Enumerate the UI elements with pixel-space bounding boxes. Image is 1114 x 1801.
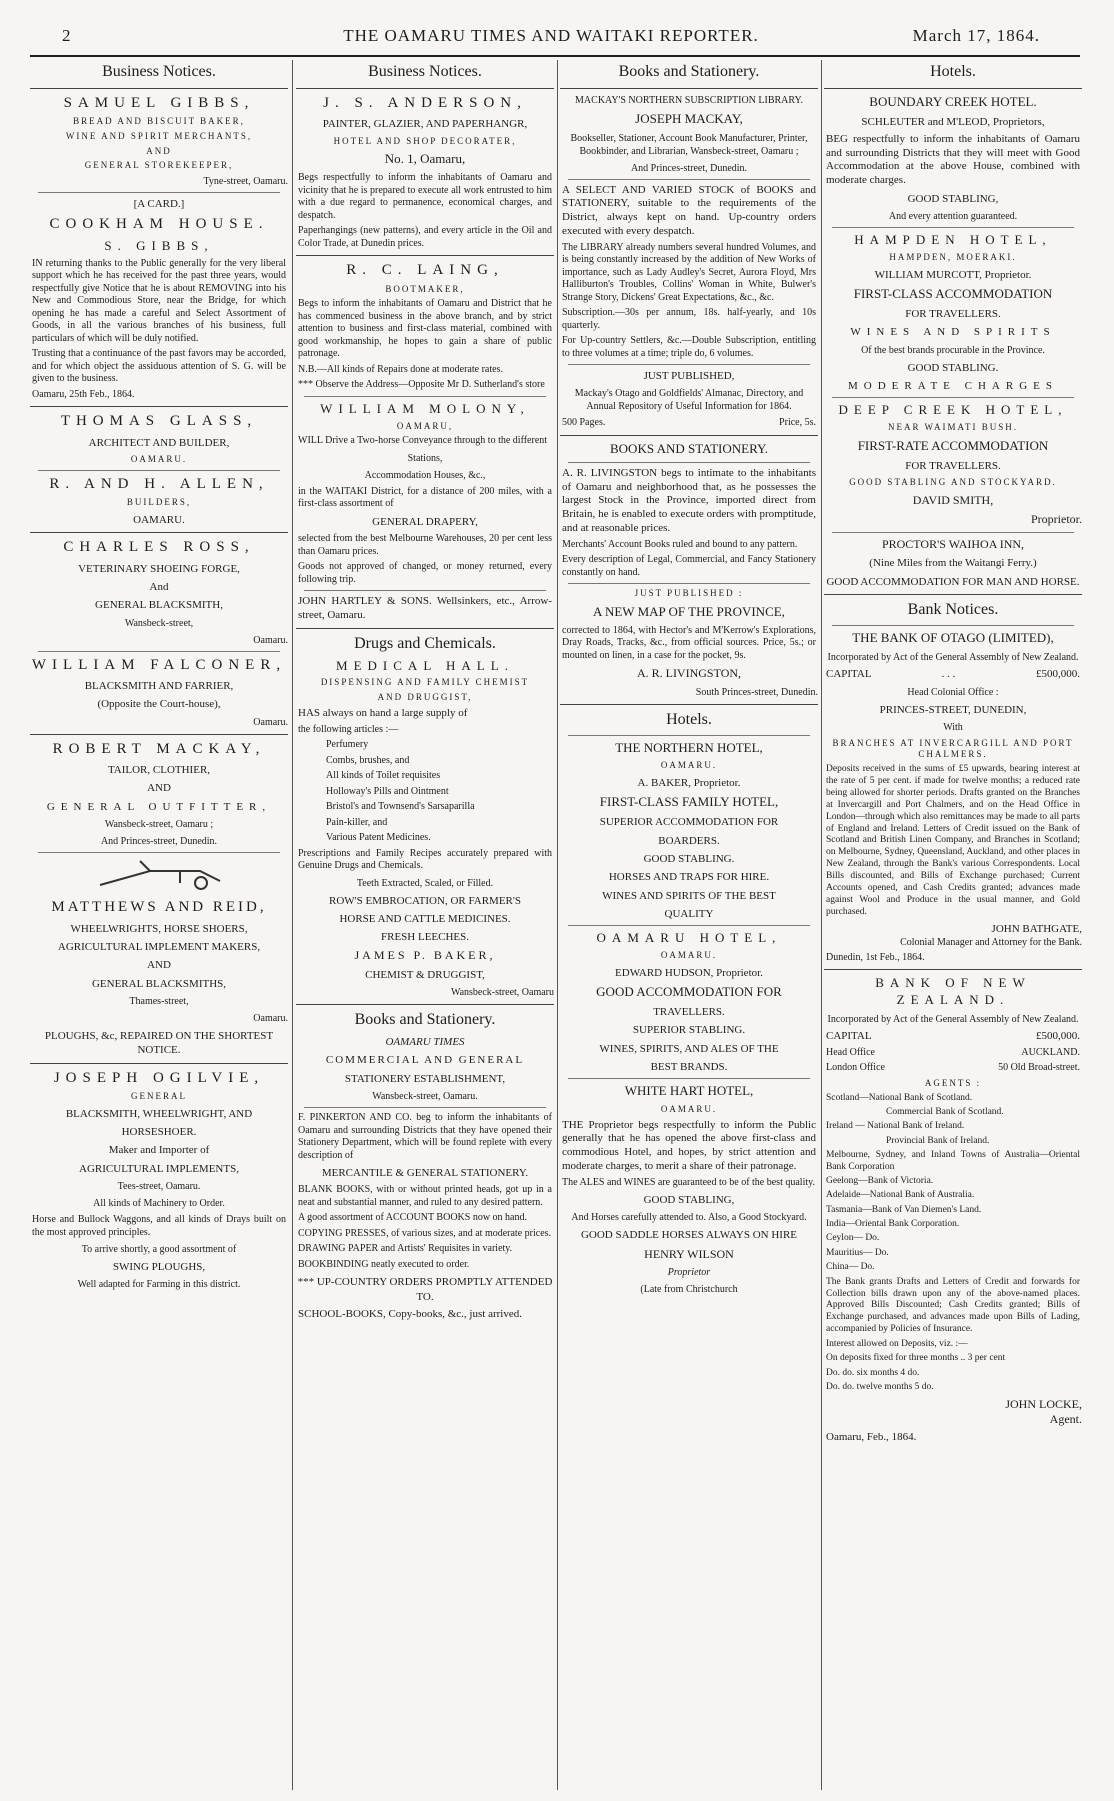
ad-northern-hotel: THE NORTHERN HOTEL, OAMARU. A. BAKER, Proprietor. FIRST-CLASS FAMILY HOTEL, SUPERIOR ACCOMMODATION FOR BOARDERS. GOOD STABLING. HORSES AND TRAPS FOR HIRE. WINES AND SPIRITS OF THE BEST QUALITY	[599, 739, 779, 920]
ad-william-falconer: WILLIAM FALCONER, BLACKSMITH AND FARRIER, (Opposite the Court-house), Oamaru.	[31, 656, 288, 728]
ad-allen-builders: R. AND H. ALLEN, BUILDERS, OAMARU.	[49, 475, 269, 526]
masthead	[62, 26, 1040, 50]
ad-livingston: A. R. LIVINGSTON begs to intimate to the inhabitants of Oamaru and neighborhood that, as he possesses the largest Stock in the Province, imported direct from Britain, he is enabled to execute orders with promptitude, and at reasonable prices.	[562, 466, 816, 534]
section-heading: Drugs and Chemicals.	[354, 634, 496, 652]
column-divider	[821, 60, 822, 1790]
column-2	[296, 60, 554, 1795]
page-number: 2	[62, 26, 71, 45]
section-heading: Hotels.	[666, 710, 712, 728]
ad-boundary-creek-hotel: BOUNDARY CREEK HOTEL. SCHLEUTER and M'LEOD, Proprietors, BEG respectfully to inform the inhabitants of Oamaru and surrounding Districts that they will meet with Good Accommodation at the above House, combined with moderate charges. GOOD STABLING, And every attention guaranteed.	[826, 93, 1080, 223]
ad-select-stock: A SELECT AND VARIED STOCK of BOOKS and STATIONERY, suitable to the requirements of the District, always kept on hand. Up-country orders executed with every despatch.	[562, 183, 816, 237]
top-rule	[30, 55, 1080, 57]
column-1	[30, 60, 288, 1795]
column-4	[824, 60, 1082, 1795]
ad-thomas-glass: THOMAS GLASS, ARCHITECT AND BUILDER, OAMARU.	[60, 413, 258, 465]
ad-pinkerton: F. PINKERTON AND CO. beg to inform the inhabitants of Oamaru and surrounding Districts that they have opened their Stationery Department, which will be found replete with every description of MERCANTILE & GENERAL STATIONERY. BLANK BOOKS, with or without printed heads, got up in a neat and substantial manner, and ruled to any desired pattern. A good assortment of ACCOUNT BOOKS now on hand. COPYING PRESSES, of various sizes, and at moderate prices. DRAWING PAPER and Artists' Requisites in variety. BOOKBINDING neatly executed to order. *** UP-COUNTRY ORDERS PROMPTLY ATTENDED TO. SCHOOL-BOOKS, Copy-books, &c., just arrived.	[297, 1112, 553, 1320]
ad-mackay-library: MACKAY'S NORTHERN SUBSCRIPTION LIBRARY. JOSEPH MACKAY, Bookseller, Stationer, Account Book Manufacturer, Printer, Bookbinder, and Librarian, Wansbeck-street, Oamaru ; And Princes-street, Dunedin.	[570, 94, 808, 174]
column-divider	[557, 60, 558, 1790]
ad-white-hart-hotel: WHITE HART HOTEL, OAMARU. THE Proprietor begs respectfully to inform the Public generally that he has opened the above first-class and commodious Hotel, and hopes, by strict attention and moderate charges, to merit a share of their patronage. The ALES and WINES are guaranteed to be of the best quality. GOOD STABLING, And Horses carefully attended to. Also, a Good Stockyard. GOOD SADDLE HORSES ALWAYS ON HIRE HENRY WILSON Proprietor (Late from Christchurch	[562, 1083, 816, 1296]
ad-cookham-house: [A CARD.] COOKHAM HOUSE. S. GIBBS, IN returning thanks to the Public generally for the very liberal support which he has received for the past three years, would respectfully give Notice that he is about REMOVING into his New and Commodious Store, near the Bridge, for which opening he has made a careful and Select Assortment of Goods, in all the various branches of his business, full particulars of which will be duly notified. Trusting that a continuance of the past favors may be accorded, and for which object the assiduous attention of S. G. will be given to the business. Oamaru, 25th Feb., 1864.	[32, 198, 286, 400]
ad-matthews-reid: MATTHEWS AND REID, WHEELWRIGHTS, HORSE SHOERS, AGRICULTURAL IMPLEMENT MAKERS, AND GENERAL BLACKSMITHS, Thames-street, Oamaru. PLOUGHS, &c, REPAIRED ON THE SHORTEST NOTICE.	[44, 899, 288, 1057]
ad-new-map: JUST PUBLISHED : A NEW MAP OF THE PROVINCE, corrected to 1864, with Hector's and M'Kerrow's Explorations, Dray Roads, Tracks, &c., from official sources. Price, 5s.; or mounted on linen, in a case for the pocket, 9s. A. R. LIVINGSTON, South Princes-street, Dunedin.	[562, 588, 818, 698]
ad-proctors-inn: PROCTOR'S WAIHOA INN, (Nine Miles from the Waitangi Ferry.) GOOD ACCOMMODATION FOR MAN AND HORSE.	[826, 536, 1080, 588]
section-heading: Books and Stationery.	[618, 63, 760, 80]
section-heading: Hotels.	[930, 63, 976, 80]
ad-just-published: JUST PUBLISHED, Mackay's Otago and Goldfields' Almanac, Directory, and Annual Repository of Useful Information for 1864. 500 Pages. Price, 5s.	[562, 370, 816, 429]
ad-anderson: J. S. ANDERSON, PAINTER, GLAZIER, AND PAPERHANGR, HOTEL AND SHOP DECORATER, No. 1, Oamaru, Begs respectfully to inform the inhabitants of Oamaru and vicinity that he is prepared to execute all work entrusted to him with a due regard to permanence, economical charges, and despatch. Paperhangings (new patterns), and every article in the Oil and Color Trade, at Dunedin prices.	[298, 94, 552, 249]
ad-oamaru-hotel: OAMARU HOTEL, OAMARU. EDWARD HUDSON, Proprietor. GOOD ACCOMMODATION FOR TRAVELLERS. SUPERIOR STABLING. WINES, SPIRITS, AND ALES OF THE BEST BRANDS.	[596, 930, 782, 1073]
ad-deep-creek-hotel: DEEP CREEK HOTEL, NEAR WAIMATI BUSH. FIRST-RATE ACCOMMODATION FOR TRAVELLERS. GOOD STABLING AND STOCKYARD. DAVID SMITH, Proprietor.	[838, 402, 1082, 527]
section-heading: Books and Stationery.	[354, 1011, 496, 1029]
column-3: Books and Stationery. MACKAY'S NORTHERN SUBSCRIPTION LIBRARY. JOSEPH MACKAY, Bookseller, Stationer, Account Book Manufacturer, Printer, Bookbinder, and Librarian, Wansbeck-street, Oamaru ; And Princes-street, Dunedin. A SELECT AND VARIED STOCK of BOOKS and STATIONERY, suitable to the requirements of the District, always kept on hand. Up-country orders executed with every despatch. The LIBRARY already numbers several hundred Volumes, and is being constantly increased by the addition of New Works of importance, such as Lady Audley's Secret, Aurora Floyd, Mrs Halliburton's Troubles, Collins' Woman in White, Bulwer's Strange Story, Dickens' Great Expectations, &c., &c. Subscription.—30s per annum, 18s. half-yearly, and 10s quarterly. For Up-country Settlers, &c.—Double Subscription, entitling to three volumes at a time; triple do, 6 volumes. JUST PUBLISHED, Mackay's Otago and Goldfields' Almanac, Directory, and Annual Repository of Useful Information for 1864. 500 Pages. Price, 5s. BOOKS AND STATIONERY. A. R. LIVINGSTON begs to intimate to the inhabitants of Oamaru and neighborhood that, as he possesses the largest Stock in the Province, imported direct from Britain, he is enabled to execute orders with promptitude, and at reasonable prices. Merchants' Account Books ruled and bound to any pattern. Every description of Legal, Commercial, and Fancy Stationery constantly on hand. JUST PUBLISHED : A NEW MAP OF THE PROVINCE, corrected to 1864, with Hector's and M'Kerrow's Explorations, Dray Roads, Tracks, &c., from official sources. Price, 5s.; or mounted on linen, in a case for the pocket, 9s. A. R. LIVINGSTON, South Princes-street, Dunedin. Hotels. THE NORTHERN HOTEL, OAMARU. A. BAKER, Proprietor. FIRST-CLASS FAMILY HOTEL, SUPERIOR ACCOMMODATION FOR BOARDERS. GOOD STABLING. HORSES AND TRAPS FOR HIRE. WINES AND SPIRITS OF THE BEST QUALITY OAMARU HOTEL, OAMARU. EDWARD HUDSON, Proprietor. GOOD ACCOMMODATION FOR TRAVELLERS. SUPERIOR STABLING. WINES, SPIRITS, AND ALES OF THE BEST BRANDS. WHITE HART HOTEL, OAMARU. THE Proprietor begs respectfully to inform the Public generally that he has opened the above first-class and commodious Hotel, and hopes, by strict attention and moderate charges, to merit a share of their patronage. The ALES and WINES are guaranteed to be of the best quality. GOOD STABLING, And Horses carefully attended to. Also, a Good Stockyard. GOOD SADDLE HORSES ALWAYS ON HIRE HENRY WILSON Proprietor (Late from Christchurch	[562, 63, 818, 1296]
plough-illustration	[30, 857, 288, 891]
ad-bank-of-otago: THE BANK OF OTAGO (LIMITED), Incorporated by Act of the General Assembly of New Zealand. CAPITAL . . . £500,000. Head Colonial Office : PRINCES-STREET, DUNEDIN, With BRANCHES AT INVERCARGILL AND PORT CHALMERS. Deposits received in the sums of £5 upwards, bearing interest at the rate of 5 per cent. if made for twelve months; a reduced rate being allowed for shorter periods. Drafts granted on the Branches at Invercargill and Port Chalmers, and on the Head Office in London—through which also remittances may be made to all parts of England and Ireland. Letters of Credit issued on the Bank of Scotland and British Linen Company, and Branches in Scotland; on Melbourne, Sydney, Queensland, Auckland, and other places in New Zealand, through the Bank's various Correspondents. Local Bills discounted, and Bills of Exchange purchased; Current Accounts opened, and Cash Credits granted; advances made against Wool and Produce in the usual manner, and Gold purchased. JOHN BATHGATE, Colonial Manager and Attorney for the Bank. Dunedin, 1st Feb., 1864.	[826, 629, 1082, 963]
section-heading: Business Notices.	[102, 63, 216, 80]
ad-medical-hall: MEDICAL HALL. DISPENSING AND FAMILY CHEMIST AND DRUGGIST, HAS always on hand a large supply of the following articles :— Perfumery Combs, brushes, and All kinds of Toilet requisites Holloway's Pills and Ointment Bristol's and Townsend's Sarsaparilla Pain-killer, and Various Patent Medicines. Prescriptions and Family Recipes accurately prepared with Genuine Drugs and Chemicals. Teeth Extracted, Scaled, or Filled. ROW'S EMBROCATION, OR FARMER'S HORSE AND CATTLE MEDICINES. FRESH LEECHES. JAMES P. BAKER, CHEMIST & DRUGGIST, Wansbeck-street, Oamaru	[298, 657, 554, 999]
section-heading: Bank Notices.	[907, 601, 999, 619]
ad-oamaru-times: OAMARU TIMES COMMERCIAL AND GENERAL STATIONERY ESTABLISHMENT, Wansbeck-street, Oamaru.	[325, 1036, 525, 1103]
ad-joseph-ogilvie: JOSEPH OGILVIE, GENERAL BLACKSMITH, WHEELWRIGHT, AND HORSESHOER. Maker and Importer of AGRICULTURAL IMPLEMENTS, Tees-street, Oamaru. All kinds of Machinery to Order. Horse and Bullock Waggons, and all kinds of Drays built on the most approved principles. To arrive shortly, a good assortment of SWING PLOUGHS, Well adapted for Farming in this district.	[32, 1069, 286, 1291]
ad-robert-mackay: ROBERT MACKAY, TAILOR, CLOTHIER, AND GENERAL OUTFITTER, Wansbeck-street, Oamaru ; And Princes-street, Dunedin.	[46, 740, 272, 848]
ad-bank-of-new-zealand: BANK OF NEW ZEALAND. Incorporated by Act of the General Assembly of New Zealand. CAPITAL £500,000. Head Office AUCKLAND. London Office 50 Old Broad-street. AGENTS : Scotland—National Bank of Scotland. Commercial Bank of Scotland. Ireland — National Bank of Ireland. Provincial Bank of Ireland. Melbourne, Sydney, and Inland Towns of Australia—Oriental Bank Corporation Geelong—Bank of Victoria. Adelaide—National Bank of Australia. Tasmania—Bank of Van Diemen's Land. India—Oriental Bank Corporation. Ceylon— Do. Mauritius— Do. China— Do. The Bank grants Drafts and Letters of Credit and forwards for Collection bills drawn upon any of the above-named places. Approved Bills Discounted; Cash Credits granted; Bills of Exchange purchased, and advances made upon Bills of Lading, accompanied by Policies of Insurance. Interest allowed on Deposits, viz. :— On deposits fixed for three months .. 3 per cent Do. do. six months 4 do. Do. do. twelve months 5 do. JOHN LOCKE, Agent. Oamaru, Feb., 1864.	[826, 975, 1082, 1443]
ad-charles-ross: CHARLES ROSS, VETERINARY SHOEING FORGE, And GENERAL BLACKSMITH, Wansbeck-street, Oamaru.	[63, 539, 288, 646]
issue-date: March 17, 1864.	[912, 26, 1040, 45]
section-heading: BOOKS AND STATIONERY.	[610, 440, 768, 456]
ad-samuel-gibbs: SAMUEL GIBBS, BREAD AND BISCUIT BAKER, WINE AND SPIRIT MERCHANTS, AND GENERAL STOREKEEPER, Tyne-street, Oamaru.	[63, 94, 288, 188]
newspaper-title: THE OAMARU TIMES AND WAITAKI REPORTER.	[343, 26, 759, 45]
column-divider	[292, 60, 293, 1790]
section-heading: Business Notices.	[368, 63, 482, 80]
ad-hampden-hotel: HAMPDEN HOTEL, HAMPDEN, MOERAKI. WILLIAM MURCOTT, Proprietor. FIRST-CLASS ACCOMMODATION FOR TRAVELLERS. WINES AND SPIRITS Of the best brands procurable in the Province. GOOD STABLING. MODERATE CHARGES	[848, 232, 1058, 392]
ad-molony: WILLIAM MOLONY, OAMARU, WILL Drive a Two-horse Conveyance through to the different Stations, Accommodation Houses, &c., in the WAITAKI District, for a distance of 200 miles, with a first-class assortment of GENERAL DRAPERY, selected from the best Melbourne Warehouses, 20 per cent less than Oamaru prices. Goods not approved of changed, or money returned, every following trip. JOHN HARTLEY & SONS. Wellsinkers, etc., Arrow-street, Oamaru.	[298, 400, 552, 621]
ad-laing: R. C. LAING, BOOTMAKER, Begs to inform the inhabitants of Oamaru and District that he has commenced business in the above branch, and by strict attention to business and first-class material, combined with good workmanship, he hopes to gain a share of public patronage. N.B.—All kinds of Repairs done at moderate rates. *** Observe the Address—Opposite Mr D. Sutherland's store	[298, 262, 552, 391]
